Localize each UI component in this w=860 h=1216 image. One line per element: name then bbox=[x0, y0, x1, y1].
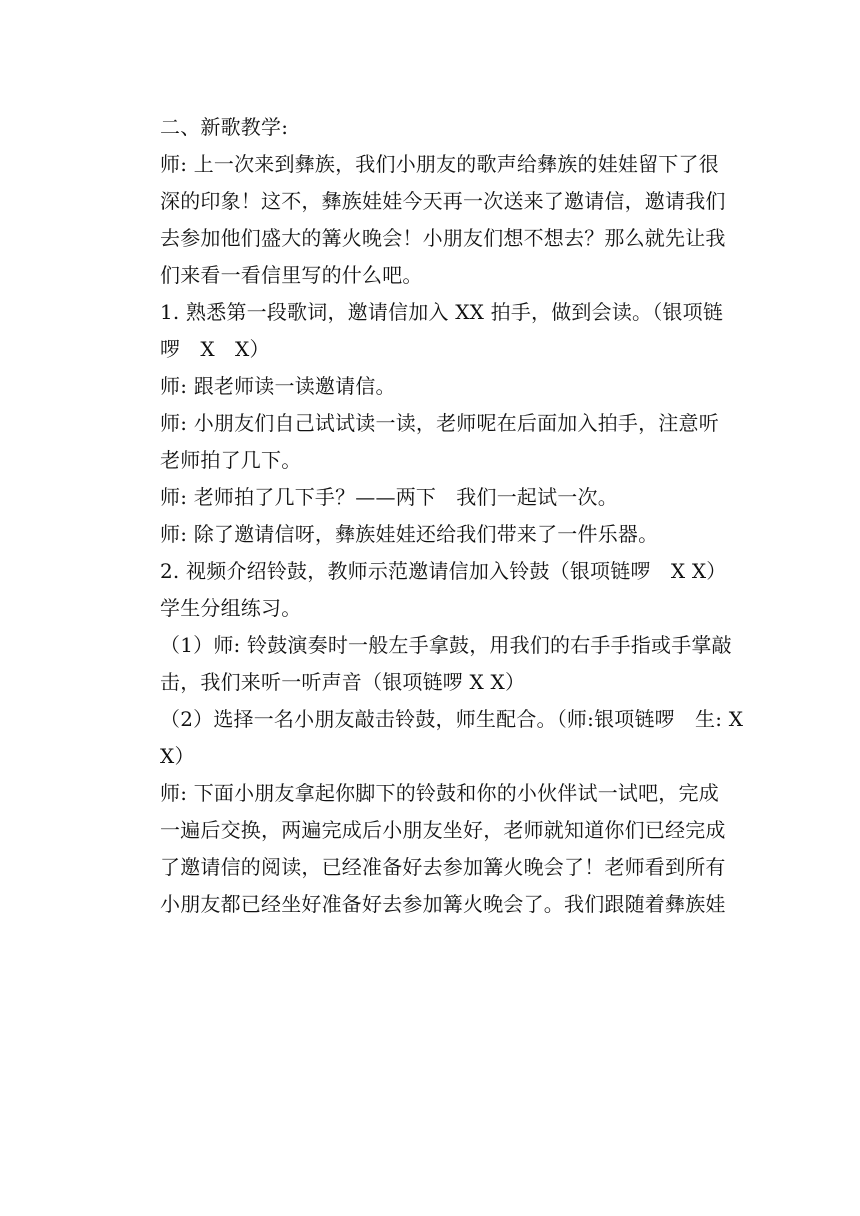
paragraph-line: 击，我们来听一听声音（银项链啰 X X） bbox=[160, 670, 526, 694]
paragraph-line: 师: 老师拍了几下手？——两下 我们一起试一次。 bbox=[160, 485, 618, 509]
sub-item-1: （1）师: 铃鼓演奏时一般左手拿鼓，用我们的右手手指或手掌敲 bbox=[160, 633, 732, 657]
paragraph-line: 师: 下面小朋友拿起你脚下的铃鼓和你的小伙伴试一试吧，完成 bbox=[160, 781, 719, 805]
paragraph-line: X） bbox=[160, 744, 195, 768]
paragraph-line: 老师拍了几下。 bbox=[160, 448, 302, 472]
sub-item-2: （2）选择一名小朋友敲击铃鼓，师生配合。（师:银项链啰 生: X bbox=[160, 707, 744, 731]
list-item-2: 2. 视频介绍铃鼓，教师示范邀请信加入铃鼓（银项链啰 X X） bbox=[160, 559, 727, 583]
list-item-1: 1. 熟悉第一段歌词，邀请信加入 XX 拍手，做到会读。（银项链 bbox=[160, 300, 724, 324]
paragraph-line: 师: 上一次来到彝族，我们小朋友的歌声给彝族的娃娃留下了很 bbox=[160, 152, 719, 176]
paragraph-line: 们来看一看信里写的什么吧。 bbox=[160, 263, 423, 287]
paragraph-line: 啰 X X） bbox=[160, 337, 270, 361]
paragraph-line: 师: 跟老师读一读邀请信。 bbox=[160, 374, 396, 398]
paragraph-line: 师: 小朋友们自己试试读一读，老师呢在后面加入拍手，注意听 bbox=[160, 411, 719, 435]
section-heading: 二、新歌教学: bbox=[160, 115, 289, 139]
paragraph-line: 一遍后交换，两遍完成后小朋友坐好，老师就知道你们已经完成 bbox=[160, 818, 726, 842]
paragraph-line: 学生分组练习。 bbox=[160, 596, 302, 620]
paragraph-line: 去参加他们盛大的篝火晚会！小朋友们想不想去？那么就先让我 bbox=[160, 226, 726, 250]
paragraph-line: 深的印象！这不，彝族娃娃今天再一次送来了邀请信，邀请我们 bbox=[160, 189, 726, 213]
paragraph-line: 了邀请信的阅读，已经准备好去参加篝火晚会了！老师看到所有 bbox=[160, 855, 726, 879]
document-body bbox=[160, 109, 744, 923]
paragraph-line: 小朋友都已经坐好准备好去参加篝火晚会了。我们跟随着彝族娃 bbox=[160, 892, 726, 916]
paragraph-line: 师: 除了邀请信呀，彝族娃娃还给我们带来了一件乐器。 bbox=[160, 522, 659, 546]
